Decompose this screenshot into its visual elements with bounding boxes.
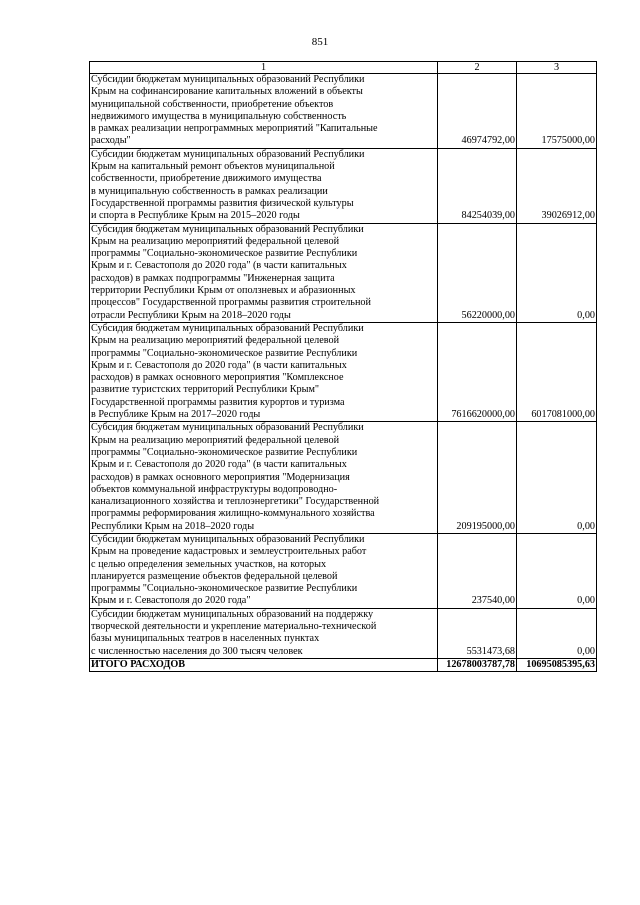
row-description: Субсидии бюджетам муниципальных образований Республики Крым на проведение кадастровых и землеустроительных работ с целью определения земельных участков, на которых планируется размещение объектов федеральной целевой программы "Социально-экономическое развитие Республики Крым и г. Севастополя до 2020 года" — [90, 533, 438, 608]
row-amount-col2: 5531473,68 — [438, 608, 517, 658]
row-amount-col3: 0,00 — [517, 223, 597, 322]
table-row — [90, 223, 597, 322]
row-amount-col2: 237540,00 — [438, 533, 517, 608]
table-row — [90, 533, 597, 608]
row-description: Субсидия бюджетам муниципальных образований Республики Крым на реализацию мероприятий федеральной целевой программы "Социально-экономическое развитие Республики Крым и г. Севастополя до 2020 года" (в части капитальных расходов) в рамках основного мероприятия "Модернизация объектов коммунальной инфраструктуры водопроводно- канализационного хозяйства и теплоэнергетики" Государственной программы реформирования жилищно-коммунального хозяйства Республики Крым на 2018–2020 годы — [90, 422, 438, 534]
row-amount-col2: 209195000,00 — [438, 422, 517, 534]
row-amount-col2: 46974792,00 — [438, 74, 517, 149]
row-amount-col2: 56220000,00 — [438, 223, 517, 322]
table-row — [90, 422, 597, 534]
row-amount-col3: 0,00 — [517, 608, 597, 658]
table-row — [90, 74, 597, 149]
row-description: Субсидии бюджетам муниципальных образований на поддержку творческой деятельности и укрепление материально-технической базы муниципальных театров в населенных пунктах с численностью населения до 300 тысяч человек — [90, 608, 438, 658]
row-amount-col3: 0,00 — [517, 422, 597, 534]
page-number: 851 — [311, 36, 329, 48]
total-amount-col3: 10695085395,63 — [517, 658, 597, 671]
table-row — [90, 322, 597, 421]
row-amount-col3: 39026912,00 — [517, 148, 597, 223]
row-description: Субсидии бюджетам муниципальных образований Республики Крым на капитальный ремонт объектов муниципальной собственности, приобретение движимого имущества в муниципальную собственность в рамках реализации Государственной программы развития физической культуры и спорта в Республике Крым на 2015–2020 годы — [90, 148, 438, 223]
total-row — [90, 658, 597, 671]
row-amount-col3: 6017081000,00 — [517, 322, 597, 421]
row-amount-col3: 17575000,00 — [517, 74, 597, 149]
row-description: Субсидии бюджетам муниципальных образований Республики Крым на софинансирование капитальных вложений в объекты муниципальной собственности, приобретение объектов недвижимого имущества в муниципальную собственность в рамках реализации непрограммных мероприятий "Капитальные расходы" — [90, 74, 438, 149]
table-row — [90, 148, 597, 223]
row-amount-col2: 84254039,00 — [438, 148, 517, 223]
column-header-3: 3 — [517, 62, 597, 74]
table-row — [90, 608, 597, 658]
total-label: ИТОГО РАСХОДОВ — [90, 658, 438, 671]
budget-table — [89, 61, 597, 672]
total-amount-col2: 12678003787,78 — [438, 658, 517, 671]
row-description: Субсидия бюджетам муниципальных образований Республики Крым на реализацию мероприятий федеральной целевой программы "Социально-экономическое развитие Республики Крым и г. Севастополя до 2020 года" (в части капитальных расходов) в рамках основного мероприятия "Комплексное развитие туристских территорий Республики Крым" Государственной программы развития курортов и туризма в Республике Крым на 2017–2020 годы — [90, 322, 438, 421]
row-amount-col2: 7616620000,00 — [438, 322, 517, 421]
table-header-row — [90, 62, 597, 74]
column-header-1: 1 — [90, 62, 438, 74]
row-description: Субсидия бюджетам муниципальных образований Республики Крым на реализацию мероприятий федеральной целевой программы "Социально-экономическое развитие Республики Крым и г. Севастополя до 2020 года" (в части капитальных расходов) в рамках подпрограммы "Инженерная защита территории Республики Крым от оползневых и абразионных процессов" Государственной программы развития строительной отрасли Республики Крым на 2018–2020 годы — [90, 223, 438, 322]
column-header-2: 2 — [438, 62, 517, 74]
row-amount-col3: 0,00 — [517, 533, 597, 608]
